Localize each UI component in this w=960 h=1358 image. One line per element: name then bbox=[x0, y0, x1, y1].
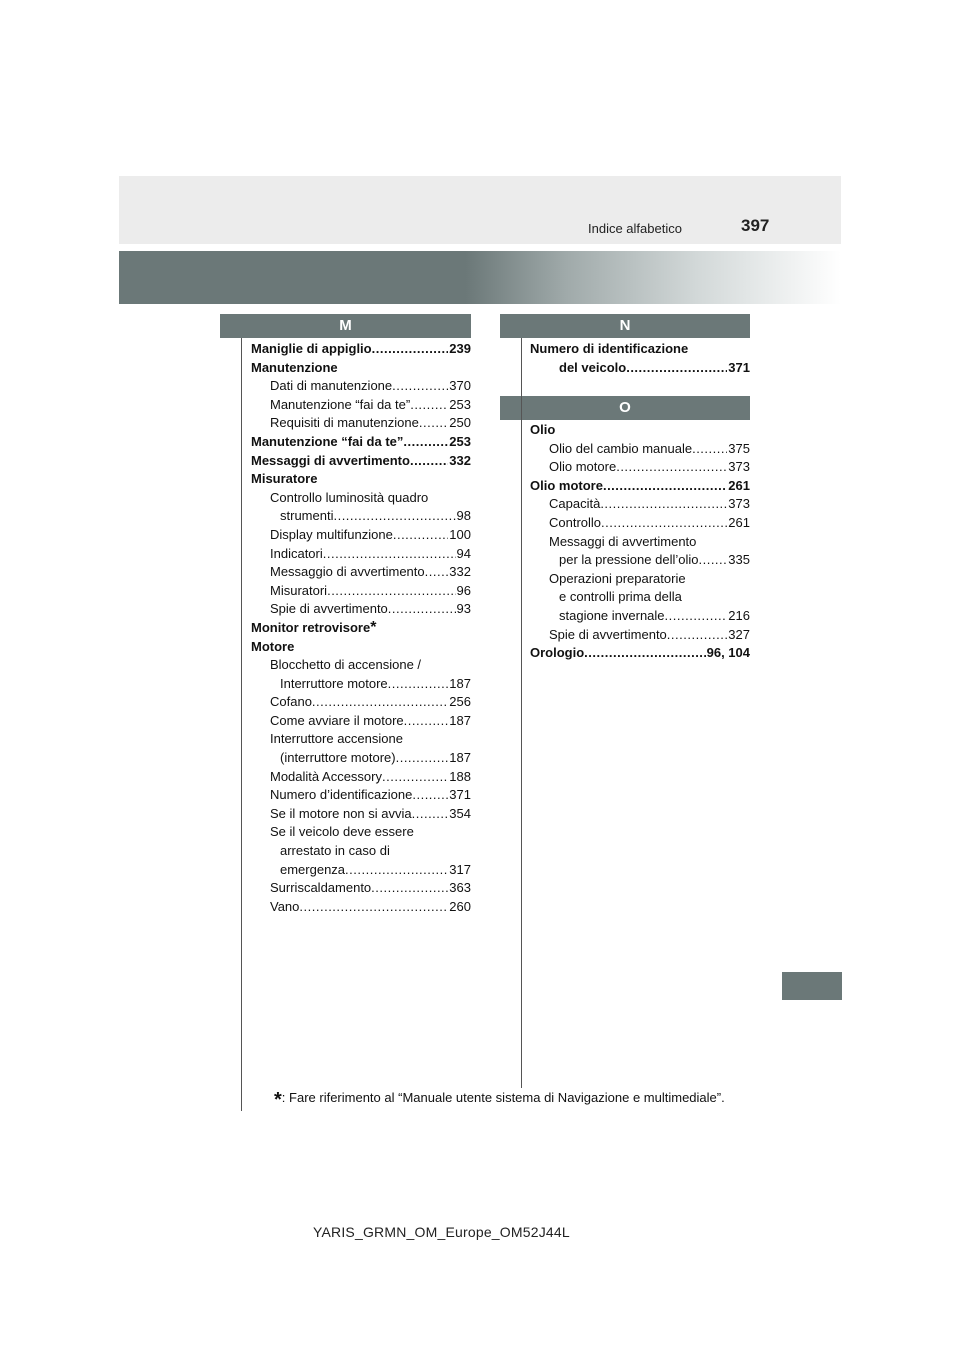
dot-leader bbox=[667, 626, 728, 645]
dot-leader bbox=[382, 768, 448, 787]
index-entry bbox=[251, 861, 471, 880]
index-entry-label: strumenti bbox=[280, 508, 334, 524]
index-entry bbox=[251, 526, 471, 545]
index-entry-page: 93 bbox=[456, 601, 471, 617]
index-entry-page: 98 bbox=[456, 508, 471, 524]
index-entry-page: 216 bbox=[728, 607, 750, 623]
index-entry-label: Manutenzione “fai da te” bbox=[251, 433, 404, 449]
letter-header-m: M bbox=[220, 314, 471, 338]
index-entry-label: Messaggi di avvertimento bbox=[549, 533, 697, 549]
index-entry-page: 239 bbox=[449, 341, 471, 356]
index-entry-page: 94 bbox=[456, 545, 471, 561]
dot-leader bbox=[616, 458, 727, 477]
index-entry-page: 373 bbox=[728, 496, 750, 512]
index-entry bbox=[530, 458, 750, 477]
index-entry bbox=[251, 452, 471, 471]
index-entry bbox=[530, 607, 750, 626]
index-entry-page: 317 bbox=[449, 861, 471, 877]
index-entry bbox=[251, 359, 471, 378]
dot-leader bbox=[299, 898, 448, 917]
index-entry bbox=[530, 570, 750, 589]
dot-leader bbox=[412, 805, 449, 824]
index-entry-page: 96, 104 bbox=[706, 645, 750, 661]
dot-leader bbox=[396, 749, 449, 768]
chapter-banner bbox=[119, 251, 841, 304]
dot-leader bbox=[388, 600, 456, 619]
index-entry bbox=[251, 656, 471, 675]
index-column-n bbox=[530, 340, 750, 377]
index-entry-label: Se il veicolo deve essere bbox=[270, 824, 414, 840]
index-entry bbox=[251, 805, 471, 824]
index-entry-label: (interruttore motore) bbox=[280, 750, 396, 766]
index-entry bbox=[530, 421, 750, 440]
index-entry bbox=[251, 600, 471, 619]
index-entry-label: Dati di manutenzione bbox=[270, 378, 393, 394]
index-entry bbox=[530, 626, 750, 645]
footnote-text: : Fare riferimento al “Manuale utente sistema di Navigazione e multimediale”. bbox=[281, 1090, 725, 1105]
footnote bbox=[274, 1089, 725, 1112]
index-entry-page: 187 bbox=[449, 675, 471, 691]
index-entry-page: 375 bbox=[728, 440, 750, 456]
dot-leader bbox=[603, 477, 727, 496]
index-entry bbox=[251, 786, 471, 805]
index-entry-label: stagione invernale bbox=[559, 607, 665, 623]
dot-leader bbox=[345, 861, 448, 880]
index-entry-page: 371 bbox=[449, 787, 471, 803]
index-entry-page: 188 bbox=[449, 768, 471, 784]
index-entry bbox=[251, 582, 471, 601]
index-entry-page: 327 bbox=[728, 626, 750, 642]
index-entry-page: 187 bbox=[449, 750, 471, 766]
index-entry-page: 260 bbox=[449, 898, 471, 914]
index-entry-label: Messaggi di avvertimento bbox=[251, 452, 410, 468]
index-entry-page: 187 bbox=[449, 712, 471, 728]
index-entry-label: Spie di avvertimento bbox=[270, 601, 388, 617]
index-entry-label: Controllo bbox=[549, 514, 602, 530]
index-entry bbox=[251, 545, 471, 564]
dot-leader bbox=[388, 675, 449, 694]
index-entry bbox=[251, 563, 471, 582]
page-number: 397 bbox=[741, 216, 770, 235]
column-divider-left bbox=[241, 338, 242, 1111]
index-entry bbox=[530, 644, 750, 663]
dot-leader bbox=[584, 644, 705, 663]
dot-leader bbox=[698, 551, 727, 570]
letter-header-n: N bbox=[500, 314, 750, 338]
index-entry-label: Blocchetto di accensione / bbox=[270, 657, 422, 673]
section-title: Indice alfabetico bbox=[588, 221, 682, 236]
index-entry-page: 261 bbox=[728, 477, 750, 493]
index-entry-label: arrestato in caso di bbox=[280, 843, 390, 859]
index-entry-page: 335 bbox=[728, 552, 750, 568]
index-entry-page: 96 bbox=[456, 582, 471, 598]
index-entry-page: 261 bbox=[728, 514, 750, 530]
index-entry bbox=[251, 396, 471, 415]
index-entry-label: Requisiti di manutenzione bbox=[270, 415, 419, 431]
index-entry-page: 250 bbox=[449, 415, 471, 431]
index-entry bbox=[251, 842, 471, 861]
index-entry-label: Controllo luminosità quadro bbox=[270, 489, 429, 505]
index-entry-label: Numero di identificazione bbox=[530, 341, 689, 356]
index-entry bbox=[530, 551, 750, 570]
index-entry-label: del veicolo bbox=[559, 359, 627, 375]
index-entry bbox=[251, 712, 471, 731]
index-entry-page: 253 bbox=[449, 433, 471, 449]
index-entry-label: emergenza bbox=[280, 861, 346, 877]
footnote-asterisk: * bbox=[274, 1089, 282, 1111]
dot-leader bbox=[601, 514, 727, 533]
index-entry bbox=[251, 730, 471, 749]
dot-leader bbox=[327, 582, 455, 601]
index-entry bbox=[251, 898, 471, 917]
index-entry-label: Interruttore accensione bbox=[270, 731, 403, 747]
index-entry bbox=[530, 359, 750, 378]
index-entry-label: Operazioni preparatorie bbox=[549, 570, 686, 586]
index-entry bbox=[251, 433, 471, 452]
index-entry bbox=[251, 768, 471, 787]
index-entry bbox=[530, 477, 750, 496]
index-entry-label: Surriscaldamento bbox=[270, 880, 372, 896]
index-entry-label: Interruttore motore bbox=[280, 675, 388, 691]
document-id: YARIS_GRMN_OM_Europe_OM52J44L bbox=[313, 1224, 570, 1240]
dot-leader bbox=[600, 495, 727, 514]
index-column-m bbox=[251, 340, 471, 916]
index-entry-label: Spie di avvertimento bbox=[549, 626, 667, 642]
dot-leader bbox=[692, 440, 727, 459]
index-entry-label: Indicatori bbox=[270, 545, 323, 561]
dot-leader bbox=[403, 433, 448, 452]
index-entry bbox=[530, 533, 750, 552]
index-entry-page: 363 bbox=[449, 880, 471, 896]
dot-leader bbox=[372, 340, 449, 359]
index-entry bbox=[251, 823, 471, 842]
index-entry-label: Orologio bbox=[530, 645, 585, 661]
index-entry-label: Monitor retrovisore bbox=[251, 619, 371, 635]
dot-leader bbox=[626, 359, 727, 378]
dot-leader bbox=[404, 712, 449, 731]
index-entry-label: Motore bbox=[251, 638, 295, 654]
index-entry-label: Se il motore non si avvia bbox=[270, 805, 412, 821]
index-entry: Monitor retrovisore * bbox=[251, 618, 377, 636]
index-entry-page: 100 bbox=[449, 526, 471, 542]
index-entry-label: e controlli prima della bbox=[559, 589, 682, 605]
dot-leader bbox=[323, 545, 456, 564]
index-entry-label: Manutenzione “fai da te” bbox=[270, 396, 411, 412]
index-entry-page: 332 bbox=[449, 564, 471, 580]
index-entry bbox=[530, 495, 750, 514]
index-entry-label: per la pressione dell’olio bbox=[559, 552, 699, 568]
index-entry bbox=[251, 340, 471, 359]
dot-leader bbox=[410, 396, 448, 415]
index-entry-page: 253 bbox=[449, 396, 471, 412]
index-entry-label: Capacità bbox=[549, 496, 601, 512]
dot-leader bbox=[333, 507, 455, 526]
index-entry-label: Maniglie di appiglio bbox=[251, 341, 372, 356]
index-entry-label: Cofano bbox=[270, 694, 312, 710]
dot-leader bbox=[665, 607, 728, 626]
index-entry bbox=[251, 693, 471, 712]
index-entry bbox=[251, 414, 471, 433]
dot-leader bbox=[392, 377, 448, 396]
index-entry bbox=[251, 879, 471, 898]
index-entry bbox=[530, 514, 750, 533]
index-entry-label: Olio motore bbox=[549, 459, 617, 475]
letter-header-o: O bbox=[500, 396, 750, 420]
header-band bbox=[119, 176, 841, 244]
index-entry-label: Misuratore bbox=[251, 471, 318, 487]
index-entry bbox=[251, 675, 471, 694]
index-entry-page: 332 bbox=[449, 452, 471, 468]
index-entry bbox=[530, 588, 750, 607]
index-entry-page: 371 bbox=[728, 359, 750, 375]
index-entry-label: Olio bbox=[530, 422, 556, 437]
dot-leader bbox=[425, 563, 449, 582]
dot-leader bbox=[371, 879, 448, 898]
chapter-side-tab bbox=[782, 972, 842, 1000]
index-entry-label: Come avviare il motore bbox=[270, 712, 404, 728]
index-entry bbox=[530, 340, 750, 359]
dot-leader bbox=[410, 452, 448, 471]
index-entry-label: Olio motore bbox=[530, 477, 603, 493]
index-entry-label: Numero d’identificazione bbox=[270, 787, 413, 803]
index-entry-label: Manutenzione bbox=[251, 359, 338, 375]
dot-leader bbox=[419, 414, 448, 433]
index-entry bbox=[251, 638, 471, 657]
index-entry-label: Olio del cambio manuale bbox=[549, 440, 693, 456]
index-entry bbox=[251, 749, 471, 768]
column-divider-middle bbox=[521, 338, 522, 1088]
index-entry bbox=[530, 440, 750, 459]
index-column-o bbox=[530, 421, 750, 663]
index-entry-label: Misuratori bbox=[270, 582, 328, 598]
index-entry bbox=[251, 489, 471, 508]
index-entry-label: Messaggio di avvertimento bbox=[270, 564, 425, 580]
dot-leader bbox=[412, 786, 448, 805]
index-entry-label: Vano bbox=[270, 898, 300, 914]
index-entry bbox=[251, 377, 471, 396]
index-entry-page: 256 bbox=[449, 694, 471, 710]
dot-leader bbox=[393, 526, 448, 545]
dot-leader bbox=[312, 693, 448, 712]
index-entry-page: 354 bbox=[449, 805, 471, 821]
index-entry bbox=[251, 507, 471, 526]
index-entry-page: 373 bbox=[728, 459, 750, 475]
index-entry bbox=[251, 470, 471, 489]
index-entry-label: Modalità Accessory bbox=[270, 768, 382, 784]
index-entry-label: Display multifunzione bbox=[270, 526, 393, 542]
index-entry-page: 370 bbox=[449, 378, 471, 394]
